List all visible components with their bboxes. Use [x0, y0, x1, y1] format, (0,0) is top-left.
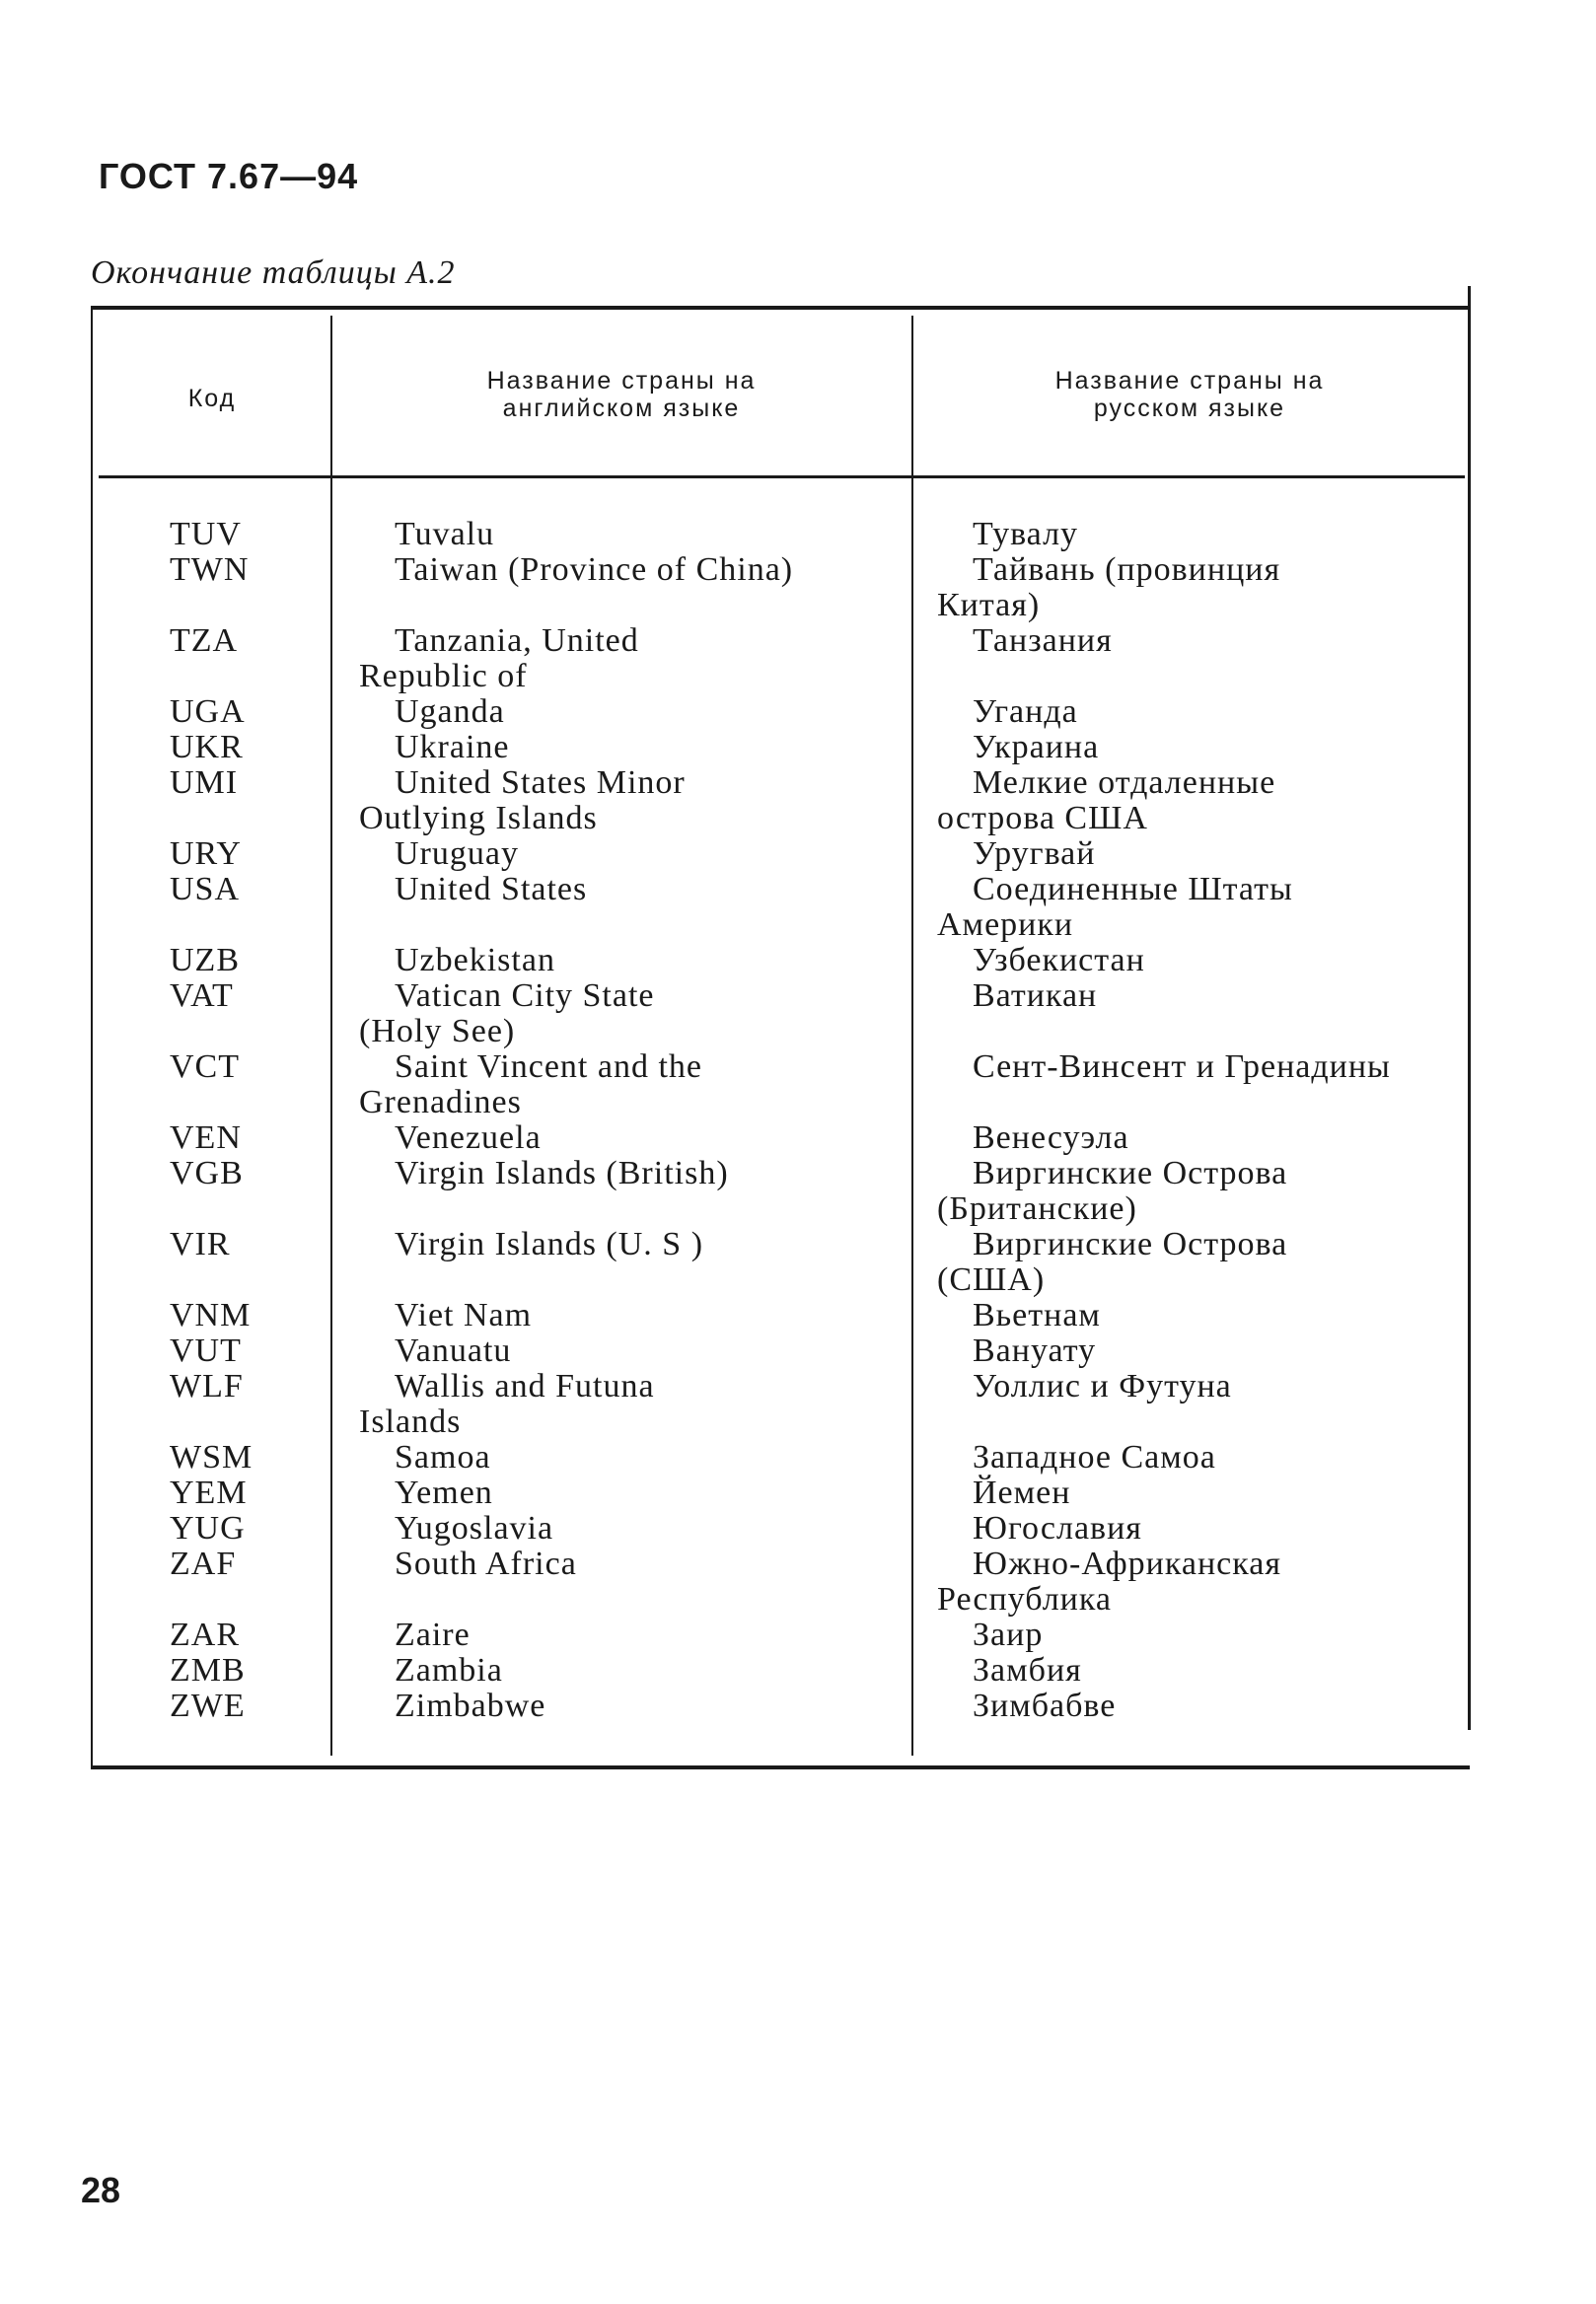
- country-code: URY: [170, 835, 242, 872]
- country-code: ZMB: [170, 1652, 246, 1689]
- country-name-english: [359, 1156, 729, 1191]
- country-name-russian: [937, 1618, 1043, 1653]
- document-standard-title: ГОСТ 7.67—94: [99, 156, 359, 196]
- english-name-line: United States Minor: [395, 764, 686, 801]
- table-header-rule: [99, 475, 1465, 478]
- english-name-line: Virgin Islands (U. S ): [395, 1226, 704, 1262]
- country-name-russian: [937, 1547, 1281, 1618]
- table-row: [0, 623, 1596, 694]
- country-name-russian: [937, 623, 1113, 659]
- english-name-line: Islands: [359, 1404, 462, 1440]
- country-name-russian: [937, 1049, 1391, 1085]
- country-name-english: [359, 1476, 493, 1511]
- table-row: [0, 517, 1596, 552]
- country-name-russian: [937, 943, 1145, 978]
- country-name-russian: [937, 694, 1078, 730]
- country-name-russian: [937, 1369, 1232, 1404]
- country-code: TZA: [170, 622, 239, 659]
- country-name-english: [359, 694, 505, 730]
- country-name-english: [359, 1547, 577, 1582]
- table-row: [0, 1440, 1596, 1476]
- country-code: YUG: [170, 1510, 246, 1547]
- english-name-line: Uzbekistan: [395, 942, 555, 978]
- country-code: ZAF: [170, 1546, 237, 1582]
- russian-name-line: Вьетнам: [973, 1297, 1101, 1333]
- table-row: [0, 694, 1596, 730]
- country-name-english: [359, 1049, 702, 1120]
- country-name-russian: [937, 1440, 1216, 1476]
- russian-name-line: Мелкие отдаленные: [973, 764, 1276, 801]
- russian-name-line: Китая): [937, 587, 1041, 623]
- country-name-english: [359, 1653, 503, 1689]
- table-row: [0, 1333, 1596, 1369]
- table-top-rule: [91, 306, 1470, 310]
- country-name-english: [359, 765, 686, 836]
- country-name-russian: [937, 1298, 1101, 1333]
- table-row: [0, 1369, 1596, 1440]
- russian-name-line: Тувалу: [973, 516, 1079, 552]
- english-name-line: Venezuela: [395, 1119, 542, 1156]
- country-code: UZB: [170, 942, 240, 978]
- russian-name-line: Танзания: [973, 622, 1113, 659]
- table-row: [0, 1689, 1596, 1724]
- country-name-russian: [937, 765, 1275, 836]
- english-name-line: Yugoslavia: [395, 1510, 554, 1547]
- page-number: 28: [81, 2170, 121, 2210]
- english-name-line: Uganda: [395, 693, 505, 730]
- country-name-english: [359, 1333, 511, 1369]
- table-row: [0, 1049, 1596, 1120]
- country-name-english: [359, 978, 655, 1049]
- russian-name-line: Соединенные Штаты: [973, 871, 1293, 907]
- country-code: VNM: [170, 1297, 252, 1333]
- table-row: [0, 1298, 1596, 1333]
- country-name-english: [359, 623, 639, 694]
- country-code: ZAR: [170, 1617, 240, 1653]
- english-name-line: Saint Vincent and the: [395, 1048, 702, 1085]
- country-name-russian: [937, 1227, 1287, 1298]
- english-name-line: Zambia: [395, 1652, 503, 1689]
- russian-name-line: Южно-Африканская: [973, 1546, 1281, 1582]
- table-row: [0, 765, 1596, 836]
- country-code: VIR: [170, 1226, 231, 1262]
- country-name-english: [359, 730, 510, 765]
- english-name-line: Yemen: [395, 1475, 493, 1511]
- russian-name-line: Венесуэла: [973, 1119, 1129, 1156]
- country-name-english: [359, 1511, 553, 1547]
- russian-name-line: Ватикан: [973, 977, 1098, 1014]
- english-name-line: Outlying Islands: [359, 800, 598, 836]
- russian-name-line: Тайвань (провинция: [973, 551, 1281, 588]
- english-name-line: Zaire: [395, 1617, 471, 1653]
- table-row: [0, 552, 1596, 623]
- country-name-english: [359, 872, 587, 907]
- table-row: [0, 836, 1596, 872]
- russian-name-line: Виргинские Острова: [973, 1226, 1288, 1262]
- table-row: [0, 1120, 1596, 1156]
- country-name-english: [359, 1227, 703, 1262]
- country-code: TWN: [170, 551, 250, 588]
- table-row: [0, 1547, 1596, 1618]
- russian-name-line: Виргинские Острова: [973, 1155, 1288, 1191]
- country-code: VGB: [170, 1155, 244, 1191]
- english-name-line: Vanuatu: [395, 1332, 512, 1369]
- country-code: VEN: [170, 1119, 242, 1156]
- country-name-russian: [937, 517, 1078, 552]
- russian-name-line: Узбекистан: [973, 942, 1145, 978]
- country-code: UKR: [170, 729, 244, 765]
- russian-name-line: Америки: [937, 906, 1074, 943]
- english-name-line: Tuvalu: [395, 516, 495, 552]
- country-name-russian: [937, 1689, 1116, 1724]
- country-name-english: [359, 1120, 542, 1156]
- english-name-line: Vatican City State: [395, 977, 655, 1014]
- russian-name-line: Зимбабве: [973, 1688, 1117, 1724]
- russian-name-line: (США): [937, 1261, 1046, 1298]
- russian-name-line: Югославия: [973, 1510, 1142, 1547]
- country-name-russian: [937, 1120, 1129, 1156]
- english-name-line: Zimbabwe: [395, 1688, 546, 1724]
- table-row: [0, 1653, 1596, 1689]
- country-name-russian: [937, 1476, 1070, 1511]
- english-name-line: Viet Nam: [395, 1297, 533, 1333]
- english-name-line: South Africa: [395, 1546, 577, 1582]
- country-code: TUV: [170, 516, 242, 552]
- russian-name-line: Вануату: [973, 1332, 1097, 1369]
- country-name-english: [359, 1440, 491, 1476]
- country-name-russian: [937, 1511, 1142, 1547]
- table-row: [0, 978, 1596, 1049]
- russian-name-line: (Британские): [937, 1190, 1137, 1227]
- english-name-line: (Holy See): [359, 1013, 516, 1049]
- russian-name-line: Украина: [973, 729, 1100, 765]
- country-name-russian: [937, 1653, 1082, 1689]
- country-name-russian: [937, 552, 1280, 623]
- country-name-english: [359, 517, 494, 552]
- english-name-line: Samoa: [395, 1439, 491, 1476]
- table-row: [0, 1618, 1596, 1653]
- country-name-russian: [937, 730, 1099, 765]
- country-name-english: [359, 1689, 545, 1724]
- column-header-code: Код: [187, 385, 237, 412]
- english-name-line: Taiwan (Province of China): [395, 551, 794, 588]
- country-name-english: [359, 1618, 471, 1653]
- column-header-russian: Название страны на русском языке: [1054, 367, 1325, 422]
- country-name-russian: [937, 1156, 1287, 1227]
- table-row: [0, 1511, 1596, 1547]
- country-code: UGA: [170, 693, 246, 730]
- english-name-line: Ukraine: [395, 729, 510, 765]
- country-code: USA: [170, 871, 241, 907]
- english-name-line: Republic of: [359, 658, 528, 694]
- country-name-english: [359, 836, 519, 872]
- russian-name-line: Сент-Винсент и Гренадины: [973, 1048, 1391, 1085]
- country-name-english: [359, 552, 793, 588]
- country-code: VAT: [170, 977, 234, 1014]
- country-code: VCT: [170, 1048, 240, 1085]
- column-header-english: Название страны на английском языке: [486, 367, 757, 422]
- english-name-line: Uruguay: [395, 835, 519, 872]
- country-name-english: [359, 943, 555, 978]
- russian-name-line: Уганда: [973, 693, 1078, 730]
- russian-name-line: Уругвай: [973, 835, 1096, 872]
- table-row: [0, 943, 1596, 978]
- english-name-line: Tanzania, United: [395, 622, 639, 659]
- english-name-line: Wallis and Futuna: [395, 1368, 655, 1404]
- table-row: [0, 872, 1596, 943]
- russian-name-line: Уоллис и Футуна: [973, 1368, 1232, 1404]
- table-caption: Окончание таблицы А.2: [91, 254, 456, 291]
- table-row: [0, 1156, 1596, 1227]
- country-name-russian: [937, 836, 1095, 872]
- english-name-line: Grenadines: [359, 1084, 522, 1120]
- table-row: [0, 1227, 1596, 1298]
- table-bottom-rule: [91, 1765, 1470, 1769]
- russian-name-line: Замбия: [973, 1652, 1082, 1689]
- russian-name-line: Йемен: [973, 1475, 1071, 1511]
- country-name-russian: [937, 978, 1097, 1014]
- country-code: ZWE: [170, 1688, 246, 1724]
- country-code: VUT: [170, 1332, 242, 1369]
- country-name-russian: [937, 1333, 1096, 1369]
- english-name-line: Virgin Islands (British): [395, 1155, 729, 1191]
- russian-name-line: острова США: [937, 800, 1148, 836]
- country-code: YEM: [170, 1475, 248, 1511]
- country-name-english: [359, 1298, 532, 1333]
- table-row: [0, 1476, 1596, 1511]
- country-name-english: [359, 1369, 655, 1440]
- table-row: [0, 730, 1596, 765]
- country-name-russian: [937, 872, 1293, 943]
- country-code: UMI: [170, 764, 239, 801]
- english-name-line: United States: [395, 871, 588, 907]
- table-body: [0, 517, 1596, 1724]
- russian-name-line: Заир: [973, 1617, 1044, 1653]
- country-code: WSM: [170, 1439, 254, 1476]
- country-code: WLF: [170, 1368, 244, 1404]
- russian-name-line: Республика: [937, 1581, 1112, 1618]
- russian-name-line: Западное Самоа: [973, 1439, 1216, 1476]
